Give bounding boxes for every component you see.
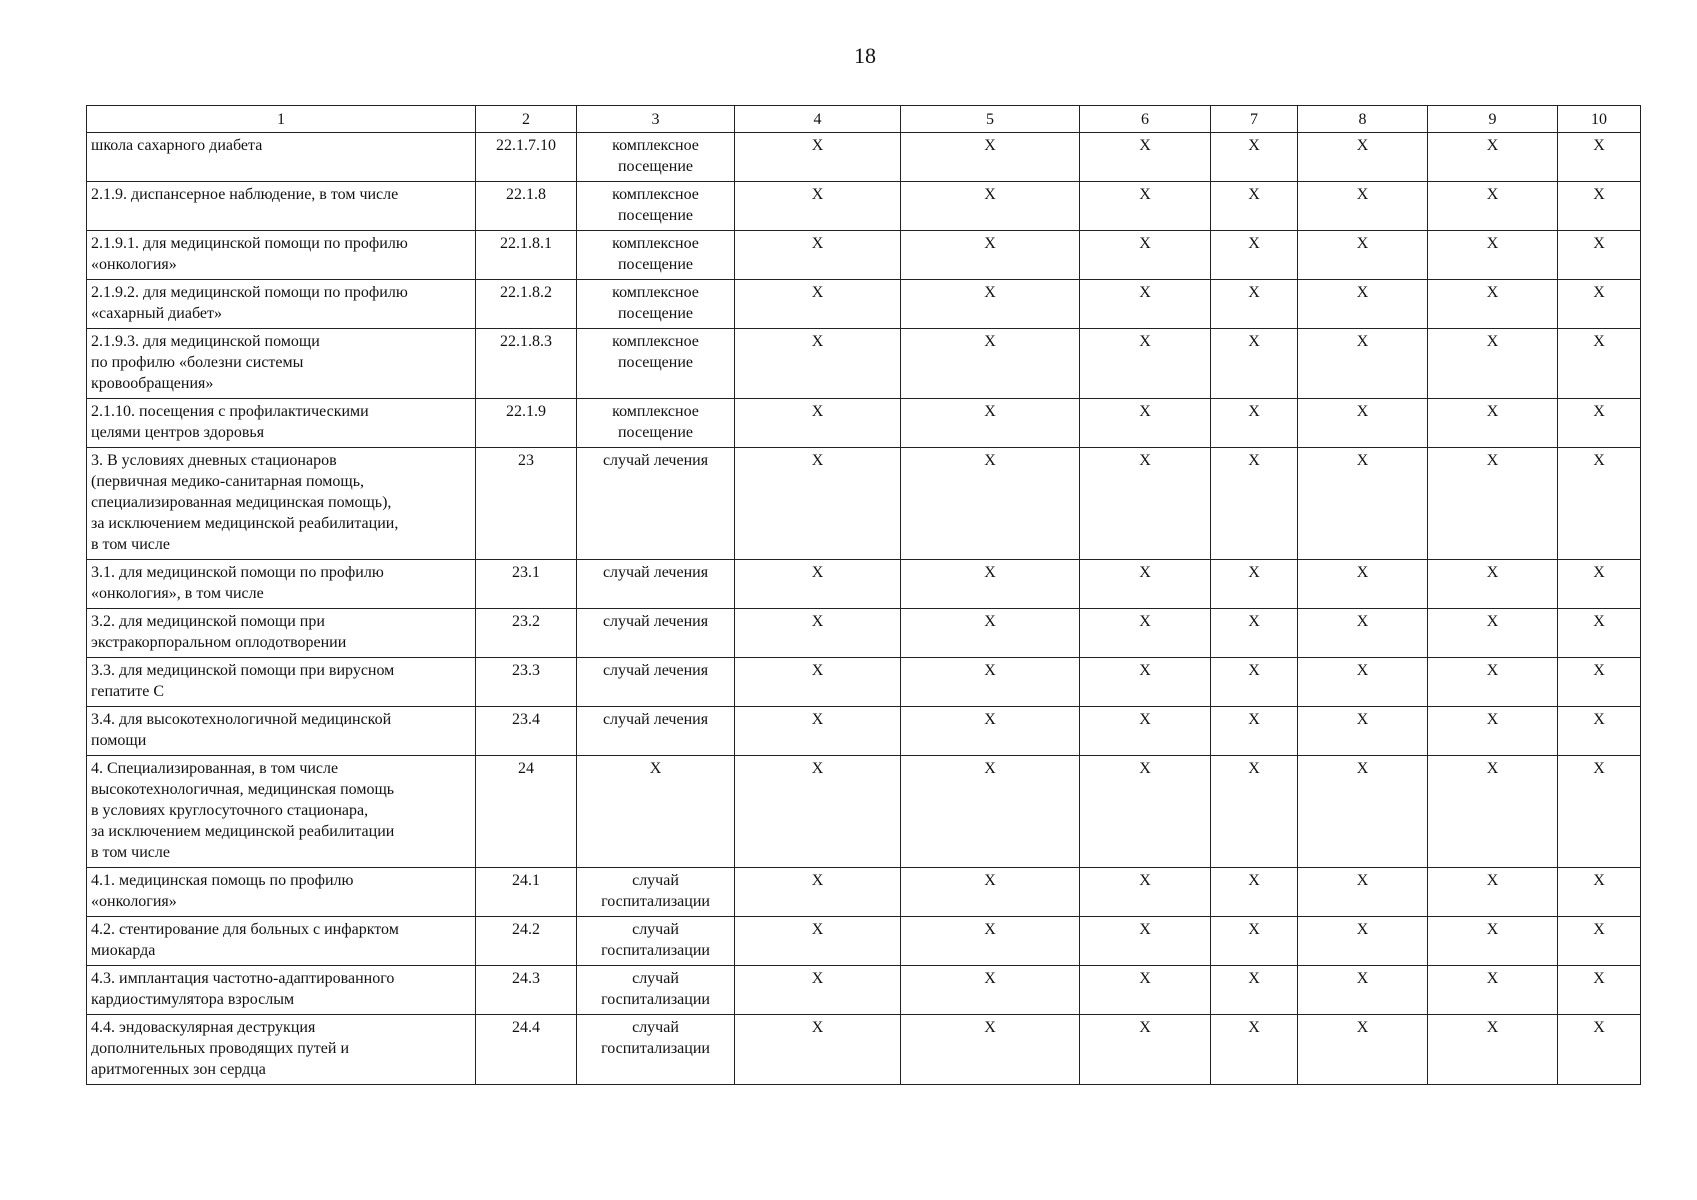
row-value-cell: X [1558,658,1641,707]
row-value-cell: X [1298,231,1428,280]
row-value-cell: X [1428,560,1558,609]
row-unit-line: случай лечения [602,711,709,728]
row-value-cell: X [901,182,1080,231]
column-header: 5 [901,106,1080,133]
row-code-cell: 22.1.8.1 [476,231,577,280]
row-unit-line: случай лечения [602,564,709,581]
row-name-line: 3.1. для медицинской помощи по профилю [91,564,384,581]
row-name-line: (первичная медико-санитарная помощь, [91,473,365,490]
row-value-cell: X [1558,399,1641,448]
row-value-cell: X [901,399,1080,448]
row-value-cell: X [1428,917,1558,966]
row-value-cell: X [1211,182,1298,231]
row-unit-line: комплексное [612,403,699,420]
row-name-line: 4.1. медицинская помощь по профилю [91,872,354,889]
row-name-line: 4. Специализированная, в том числе [91,760,339,777]
row-value-cell: X [901,448,1080,560]
row-value-cell: X [901,707,1080,756]
row-unit-line: комплексное [612,137,699,154]
row-unit-cell [577,658,735,707]
row-unit-line: госпитализации [601,942,710,959]
row-unit-line: посещение [617,158,693,175]
row-value-cell: X [1298,329,1428,399]
row-value-cell: X [1211,448,1298,560]
row-value-cell: X [735,707,901,756]
column-header: 8 [1298,106,1428,133]
table-row [87,560,1641,609]
row-value-cell: X [1558,1015,1641,1085]
row-name-line: «онкология» [91,893,177,910]
row-name-line: экстракорпоральном оплодотворении [91,634,347,651]
row-value-cell: X [1080,182,1211,231]
row-value-cell: X [1428,448,1558,560]
row-name-line: 2.1.9.3. для медицинской помощи [91,333,320,350]
row-value-cell: X [1428,707,1558,756]
row-value-cell: X [1211,133,1298,182]
row-value-cell: X [1428,329,1558,399]
row-value-cell: X [1558,868,1641,917]
row-name-line: миокарда [91,942,156,959]
row-value-cell: X [1298,133,1428,182]
row-value-cell: X [735,231,901,280]
row-unit-cell [577,280,735,329]
row-name-cell [87,609,476,658]
row-name-line: высокотехнологичная, медицинская помощь [91,781,395,798]
row-unit-line: случай [632,1019,679,1036]
row-code-cell: 23.2 [476,609,577,658]
row-value-cell: X [1298,1015,1428,1085]
row-unit-line: случай лечения [602,452,709,469]
row-value-cell: X [735,966,901,1015]
row-value-cell: X [1558,182,1641,231]
row-unit-line: случай [632,970,679,987]
table-row [87,329,1641,399]
table-row [87,966,1641,1015]
table-row [87,133,1641,182]
row-name-line: помощи [91,732,147,749]
row-name-line: 2.1.10. посещения с профилактическими [91,403,369,420]
row-unit-cell [577,399,735,448]
row-value-cell: X [901,917,1080,966]
row-value-cell: X [1558,966,1641,1015]
row-unit-line: госпитализации [601,893,710,910]
row-name-line: 4.2. стентирование для больных с инфарктом [91,921,399,938]
row-unit-cell [577,609,735,658]
row-value-cell: X [1558,609,1641,658]
row-name-line: целями центров здоровья [91,424,265,441]
row-name-line: 2.1.9.1. для медицинской помощи по профилю [91,235,408,252]
row-value-cell: X [735,917,901,966]
row-value-cell: X [1298,399,1428,448]
row-name-cell [87,917,476,966]
row-value-cell: X [901,560,1080,609]
row-name-line: за исключением медицинской реабилитации [91,823,395,840]
row-value-cell: X [1298,658,1428,707]
row-unit-line: случай лечения [602,662,709,679]
row-unit-line: комплексное [612,333,699,350]
row-name-cell [87,756,476,868]
row-value-cell: X [1298,609,1428,658]
row-value-cell: X [1211,280,1298,329]
table-row [87,1015,1641,1085]
column-header: 9 [1428,106,1558,133]
row-value-cell: X [735,448,901,560]
row-unit-line: комплексное [612,186,699,203]
row-name-cell [87,707,476,756]
row-value-cell: X [1080,448,1211,560]
data-table [86,105,1641,1085]
row-name-line: 3.4. для высокотехнологичной медицинской [91,711,392,728]
row-value-cell: X [1080,868,1211,917]
row-value-cell: X [1558,756,1641,868]
row-name-line: в условиях круглосуточного стационара, [91,802,369,819]
column-header: 3 [577,106,735,133]
table-row [87,917,1641,966]
row-value-cell: X [1080,133,1211,182]
column-header: 1 [87,106,476,133]
row-value-cell: X [735,133,901,182]
table-row [87,658,1641,707]
row-value-cell: X [1080,707,1211,756]
row-value-cell: X [1298,966,1428,1015]
row-value-cell: X [1558,560,1641,609]
row-value-cell: X [735,399,901,448]
table-row [87,280,1641,329]
row-unit-cell [577,966,735,1015]
row-name-cell [87,966,476,1015]
row-value-cell: X [901,609,1080,658]
row-value-cell: X [1298,448,1428,560]
row-name-cell [87,1015,476,1085]
table-row [87,231,1641,280]
row-value-cell: X [1211,1015,1298,1085]
row-value-cell: X [1428,182,1558,231]
row-unit-line: посещение [617,256,693,273]
row-unit-cell [577,448,735,560]
row-unit-cell [577,560,735,609]
row-value-cell: X [1080,609,1211,658]
row-value-cell: X [1080,966,1211,1015]
row-unit-line: посещение [617,354,693,371]
row-value-cell: X [1428,231,1558,280]
row-name-cell [87,133,476,182]
row-value-cell: X [1558,329,1641,399]
row-value-cell: X [1080,280,1211,329]
row-name-cell [87,231,476,280]
row-value-cell: X [901,231,1080,280]
row-name-line: дополнительных проводящих путей и [91,1040,349,1057]
row-value-cell: X [1211,399,1298,448]
row-value-cell: X [901,658,1080,707]
table-row [87,609,1641,658]
row-value-cell: X [1211,231,1298,280]
row-unit-cell [577,182,735,231]
row-value-cell: X [901,756,1080,868]
row-value-cell: X [735,329,901,399]
row-value-cell: X [1080,917,1211,966]
row-value-cell: X [1080,399,1211,448]
row-code-cell: 22.1.8.3 [476,329,577,399]
row-name-cell [87,658,476,707]
row-unit-line: комплексное [612,284,699,301]
row-unit-line: посещение [617,305,693,322]
row-name-line: 2.1.9.2. для медицинской помощи по профилю [91,284,408,301]
row-value-cell: X [1558,917,1641,966]
row-code-cell: 24.4 [476,1015,577,1085]
row-name-line: 4.3. имплантация частотно-адаптированного [91,970,395,987]
row-name-line: 3.3. для медицинской помощи при вирусном [91,662,395,679]
row-value-cell: X [1428,756,1558,868]
table-row [87,182,1641,231]
column-header-row [87,106,1641,133]
row-name-line: 4.4. эндоваскулярная деструкция [91,1019,316,1036]
row-value-cell: X [1080,756,1211,868]
table-row [87,868,1641,917]
row-name-line: аритмогенных зон сердца [91,1061,266,1078]
row-unit-cell [577,707,735,756]
row-value-cell: X [901,329,1080,399]
row-value-cell: X [1211,756,1298,868]
row-value-cell: X [1558,448,1641,560]
row-name-line: 2.1.9. диспансерное наблюдение, в том числе [91,186,399,203]
row-unit-line: X [649,760,662,777]
row-value-cell: X [1080,560,1211,609]
row-value-cell: X [1211,658,1298,707]
row-value-cell: X [1428,658,1558,707]
row-value-cell: X [1558,707,1641,756]
row-value-cell: X [735,609,901,658]
table-row [87,448,1641,560]
row-value-cell: X [735,560,901,609]
row-name-line: «онкология», в том числе [91,585,264,602]
row-value-cell: X [901,966,1080,1015]
row-name-line: кардиостимулятора взрослым [91,991,295,1008]
row-code-cell: 23 [476,448,577,560]
row-name-line: за исключением медицинской реабилитации, [91,515,399,532]
row-unit-line: случай [632,872,679,889]
row-value-cell: X [1298,868,1428,917]
row-value-cell: X [735,1015,901,1085]
row-code-cell: 22.1.8.2 [476,280,577,329]
row-unit-cell [577,917,735,966]
row-name-line: кровообращения» [91,375,214,392]
row-code-cell: 22.1.7.10 [476,133,577,182]
row-name-line: школа сахарного диабета [91,137,263,154]
row-code-cell: 24.3 [476,966,577,1015]
row-code-cell: 22.1.9 [476,399,577,448]
column-header: 4 [735,106,901,133]
row-value-cell: X [1211,609,1298,658]
row-value-cell: X [901,280,1080,329]
column-header: 10 [1558,106,1641,133]
row-name-cell [87,399,476,448]
table-row [87,756,1641,868]
row-unit-cell [577,133,735,182]
row-unit-cell [577,756,735,868]
row-value-cell: X [1298,560,1428,609]
row-value-cell: X [1558,133,1641,182]
column-header: 6 [1080,106,1211,133]
row-name-line: гепатите С [91,683,165,700]
row-value-cell: X [1298,280,1428,329]
row-code-cell: 23.3 [476,658,577,707]
row-name-line: специализированная медицинская помощь), [91,494,392,511]
row-value-cell: X [1558,280,1641,329]
row-value-cell: X [1080,231,1211,280]
row-unit-line: комплексное [612,235,699,252]
row-value-cell: X [1428,280,1558,329]
row-value-cell: X [735,280,901,329]
row-value-cell: X [1298,707,1428,756]
row-value-cell: X [1298,756,1428,868]
row-code-cell: 24.2 [476,917,577,966]
row-value-cell: X [1428,399,1558,448]
table-row [87,707,1641,756]
row-unit-line: госпитализации [601,991,710,1008]
row-code-cell: 22.1.8 [476,182,577,231]
column-header: 7 [1211,106,1298,133]
row-name-line: 3.2. для медицинской помощи при [91,613,325,630]
row-value-cell: X [1080,1015,1211,1085]
column-header: 2 [476,106,577,133]
row-value-cell: X [1558,231,1641,280]
row-name-cell [87,868,476,917]
row-value-cell: X [1298,182,1428,231]
row-value-cell: X [1080,329,1211,399]
row-name-cell [87,448,476,560]
row-unit-line: посещение [617,207,693,224]
row-name-line: 3. В условиях дневных стационаров [91,452,337,469]
row-name-line: «онкология» [91,256,177,273]
row-unit-line: посещение [617,424,693,441]
row-value-cell: X [1211,560,1298,609]
row-value-cell: X [1211,707,1298,756]
row-code-cell: 24.1 [476,868,577,917]
row-name-cell [87,280,476,329]
row-code-cell: 23.1 [476,560,577,609]
row-value-cell: X [1080,658,1211,707]
row-unit-line: случай лечения [602,613,709,630]
row-value-cell: X [1298,917,1428,966]
row-value-cell: X [1211,329,1298,399]
row-value-cell: X [1428,133,1558,182]
row-value-cell: X [901,1015,1080,1085]
row-name-cell [87,182,476,231]
table-body [87,133,1641,1085]
row-name-line: в том числе [91,536,170,553]
row-value-cell: X [735,868,901,917]
row-value-cell: X [735,658,901,707]
row-unit-line: госпитализации [601,1040,710,1057]
row-code-cell: 23.4 [476,707,577,756]
row-value-cell: X [1428,966,1558,1015]
row-value-cell: X [1428,1015,1558,1085]
row-value-cell: X [735,182,901,231]
row-unit-cell [577,868,735,917]
row-value-cell: X [901,868,1080,917]
row-unit-line: случай [632,921,679,938]
page-number: 18 [854,43,876,68]
row-value-cell: X [1428,868,1558,917]
row-code-cell: 24 [476,756,577,868]
row-unit-cell [577,1015,735,1085]
row-value-cell: X [901,133,1080,182]
row-name-line: по профилю «болезни системы [91,354,304,371]
row-name-line: «сахарный диабет» [91,305,222,322]
row-value-cell: X [1211,868,1298,917]
table-row [87,399,1641,448]
row-unit-cell [577,329,735,399]
row-name-cell [87,560,476,609]
row-unit-cell [577,231,735,280]
row-value-cell: X [735,756,901,868]
row-name-line: в том числе [91,844,170,861]
row-name-cell [87,329,476,399]
row-value-cell: X [1428,609,1558,658]
row-value-cell: X [1211,917,1298,966]
row-value-cell: X [1211,966,1298,1015]
